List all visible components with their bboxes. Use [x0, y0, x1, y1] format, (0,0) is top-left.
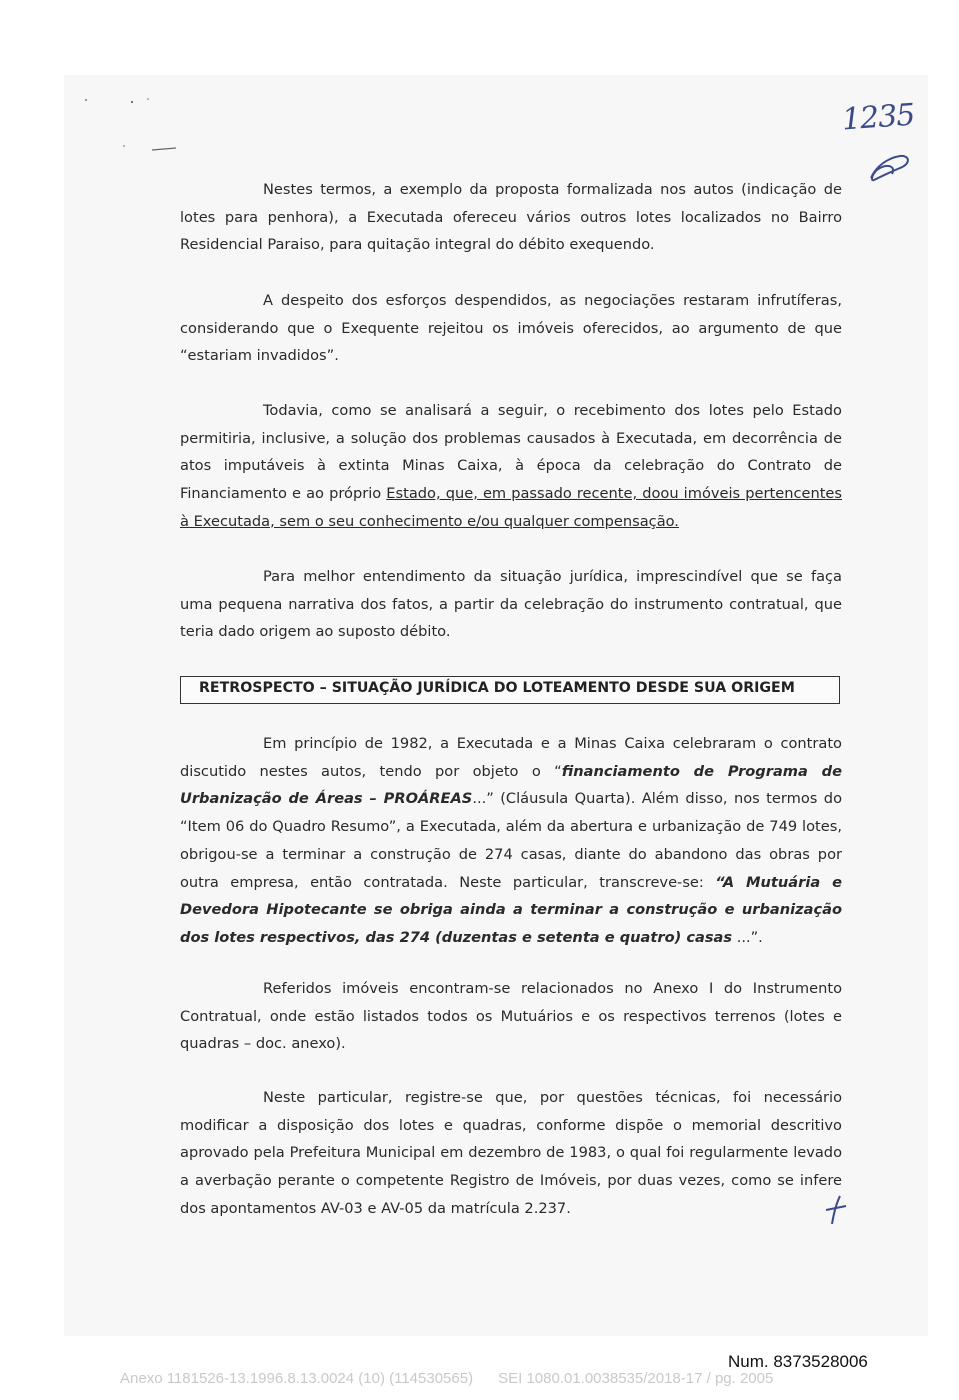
paragraph-negociacoes-text: A despeito dos esforços despendidos, as negociações restaram infrutíferas, considerando que o Exequente rejeitou os imóveis oferecidos, ao argumento de que “estariam invadidos”. [180, 292, 842, 365]
paragraph-todavia-text: Todavia, como se analisará a seguir, o recebimento dos lotes pelo Estado permitiria, inclusive, a solução dos problemas causados à Executada, em decorrência de atos imputáveis à extinta Minas Caixa, à época da celebração do Contrato de Financiamento e ao próprio [180, 402, 842, 503]
footer-sei-reference: SEI 1080.01.0038535/2018-17 / pg. 2005 [498, 1370, 774, 1387]
footer-annex-reference: Anexo 1181526-13.1996.8.13.0024 (10) (114530565) [120, 1370, 474, 1387]
scan-specks [80, 90, 200, 160]
paragraph-penhora [180, 176, 842, 259]
paragraph-entendimento [180, 563, 842, 646]
paragraph-questoes-tecnicas [180, 1084, 842, 1223]
footer-reference-line [120, 1370, 773, 1387]
paragraph-entendimento-text: Para melhor entendimento da situação jurídica, imprescindível que se faça uma pequena narrativa dos fatos, a partir da celebração do instrumento contratual, que teria dado origem ao suposto débito. [180, 568, 842, 641]
paragraph-principio-1982 [180, 730, 842, 952]
document-number: Num. 8373528006 [728, 1352, 868, 1371]
paragraph-anexo-i [180, 975, 842, 1058]
paragraph-negociacoes [180, 287, 842, 370]
paragraph-anexo-i-text: Referidos imóveis encontram-se relacionados no Anexo I do Instrumento Contratual, onde estão listados todos os Mutuários e os respectivos terrenos (lotes e quadras – doc. anexo). [180, 980, 842, 1053]
section-heading-retrospecto: RETROSPECTO – SITUAÇÃO JURÍDICA DO LOTEAMENTO DESDE SUA ORIGEM [180, 676, 840, 704]
paragraph-principio-text-a: Em princípio de 1982, a Executada e a Minas Caixa celebraram o contrato discutido nestes autos, tendo por objeto o “ [180, 735, 842, 780]
paragraph-principio-text-e: ...”. [732, 928, 763, 946]
handwritten-rubric-signature [866, 148, 916, 186]
paragraph-penhora-text: Nestes termos, a exemplo da proposta formalizada nos autos (indicação de lotes para penhora), a Executada ofereceu vários outros lotes localizados no Bairro Residencial Paraiso, para quitação integral do débito exequendo. [180, 181, 842, 254]
paragraph-principio-text-c: ...” (Cláusula Quarta). Além disso, nos termos do “Item 06 do Quadro Resumo”, a Executada, além da abertura e urbanização de 749 lotes, obrigou-se a terminar a construção de 274 casas, diante do abandono das obras por outra empresa, então contratada. Neste particular, transcreve-se: [180, 790, 842, 891]
mutuaria-quote: “A Mutuária e Devedora Hipotecante se obriga ainda a terminar a construção e urbanização dos lotes respectivos, das 274 (duzentas e setenta e quatro) casas [180, 873, 842, 946]
proareas-quote: financiamento de Programa de Urbanização de Áreas – PROÁREAS [180, 762, 843, 808]
handwritten-initial-mark [818, 1190, 858, 1230]
paragraph-todavia [180, 397, 842, 536]
underlined-passage: Estado, que, em passado recente, doou imóveis pertencentes à Executada, sem o seu conhecimento e/ou qualquer compensação. [180, 485, 842, 530]
page-folio-number: 1235 [840, 97, 916, 138]
paragraph-questoes-tecnicas-text: Neste particular, registre-se que, por questões técnicas, foi necessário modificar a disposição dos lotes e quadras, conforme dispõe o memorial descritivo aprovado pela Prefeitura Municipal em dezembro de 1983, o qual foi regularmente levado a averbação perante o competente Registro de Imóveis, por duas vezes, como se infere dos apontamentos AV-03 e AV-05 da matrícula 2.237. [180, 1089, 842, 1217]
